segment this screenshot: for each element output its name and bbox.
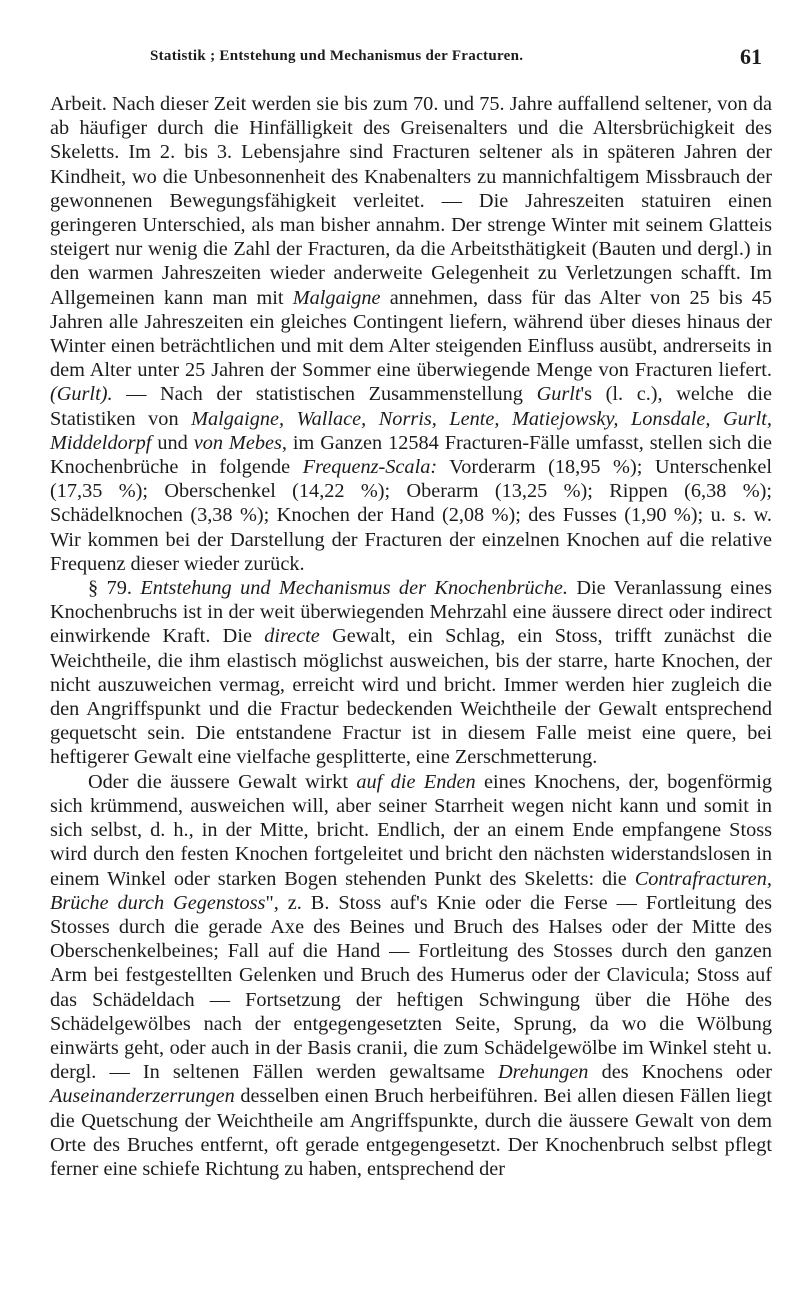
text-run: ", z. B. Stoss auf's Knie oder die Ferse — Fortleitung des Stosses durch die gerade Axe des Beines und Bruch des Halses oder der Mitte des Oberschenkelbeines; Fall auf die Hand — Fortleitung des Stosses durch den ganzen Arm bei festgestellten Gelenken und Bruch des Humerus oder der Clavicula; Stoss auf das Schädeldach — Fortsetzung der heftigen Schwingung über die Höhe des Schädelgewölbes nach der entgegengesetzten Seite, Sprung, da wo die Wölbung einwärts geht, oder auch in der Basis cranii, die zum Schädelgewölbe im Winkel steht u. dergl. — In seltenen Fällen werden gewaltsame (50, 891, 772, 1084)
text-run: desselben einen Bruch herbeiführen. Bei allen diesen Fällen liegt die Quetschung der Weichtheile am Angriffspunkte, durch die äussere Gewalt von dem Orte des Bruches entfernt, oft gerade entgegengesetzt. Der Knochenbruch selbst pflegt ferner eine schiefe Richtung zu haben, entsprechend der (50, 1085, 772, 1180)
text-run: — Nach der statistischen Zusammenstellung (112, 383, 537, 406)
text-run: Arbeit. Nach dieser Zeit werden sie bis zum 70. und 75. Jahre auffallend seltener, von da ab häufiger durch die Hinfälligkeit des Greisenalters und die Altersbrüchigkeit des Skeletts. Im 2. bis 3. Lebensjahre sind Fracturen seltener als in späteren Jahren der Kindheit, wo die Unbesonnenheit des Knabenalters zu mannichfaltigem Missbrauch der gewonnenen Bewegungsfähigkeit verleitet. — Die Jahreszeiten statuiren einen geringeren Unterschied, als man bisher annahm. Der strenge Winter mit seinem Glatteis steigert nur wenig die Zahl der Fracturen, da die Arbeitsthätigkeit (Bauten und dergl.) in den warmen Jahreszeiten wieder anderweite Gelegenheit zu Verletzungen schafft. Im Allgemeinen kann man mit (50, 93, 772, 309)
italic-text: Frequenz-Scala: (302, 456, 438, 479)
italic-text: Drehungen (497, 1061, 589, 1084)
text-run: annehmen, dass für das Alter von 25 bis 45 Jahren alle Jahreszeiten ein gleiches Contingent liefern, während über dieses hinaus der Winter einen beträchtlichen und mit dem Alter steigenden Einfluss ausübt, andrerseits in dem Alter unter 25 Jahren der Sommer eine überwiegende Menge von Fracturen liefert. (50, 286, 772, 382)
italic-text: von Mebes (193, 431, 282, 454)
italic-text: Entstehung und Mechanismus der Knochenbrüche. (140, 577, 568, 600)
italic-text: Contrafracturen, Brüche durch Gegenstoss (50, 867, 772, 914)
text-run: eines Knochens, der, bogenförmig sich krümmend, ausweichen will, aber seiner Starrheit wegen nicht kann und somit in sich selbst, d. h., in der Mitte, bricht. Endlich, der an einem Ende empfangene Stoss wird durch den festen Knochen fortgeleitet und bricht den nächsten widerstandslosen in einem Winkel oder starken Bogen stehenden Punkt des Skeletts: die (50, 770, 772, 890)
italic-text: Malgaigne, Wallace, Norris, Lente, Matiejowsky, Lonsdale, Gurlt, Middeldorpf (50, 407, 772, 454)
text-run: des Knochens oder (588, 1061, 772, 1084)
running-head: Statistik ; Entstehung und Mechanismus der Fracturen. (150, 48, 524, 64)
italic-text: Gurlt (536, 383, 581, 406)
italic-text: auf die Enden (356, 770, 476, 793)
text-run: 's (l. c.), welche die Statistiken von (50, 383, 773, 430)
text-run: Gewalt, ein Schlag, ein Stoss, trifft zunächst die Weichtheile, die ihm elastisch möglichst ausweichen, bis der starre, harte Knochen, der nicht auszuweichen vermag, erreicht wird und bricht. Immer werden hier zugleich die den Angriffspunkt und die Fractur bedeckenden Weichtheile der Gewalt entsprechend gequetscht sein. Die entstandene Fractur ist in diesem Falle meist eine quere, bei heftigerer Gewalt eine vielfache gesplitterte, eine Zerschmetterung. (50, 625, 773, 769)
text-run: Oder die äussere Gewalt wirkt (88, 770, 357, 793)
italic-text: Auseinanderzerrungen (50, 1085, 235, 1108)
text-run: Vorderarm (18,95 %); Unterschenkel (17,35 %); Oberschenkel (14,22 %); Oberarm (13,25 %); Rippen (6,38 %); Schädelknochen (3,38 %); Knochen der Hand (2,08 %); des Fusses (1,90 %); u. s. w. Wir kommen bei der Darstellung der Fracturen der einzelnen Knochen auf die relative Frequenz dieser wieder zurück. (50, 456, 772, 575)
text-run: und (151, 431, 194, 454)
text-run: Die Veranlassung eines Knochenbruchs ist in der weit überwiegenden Mehrzahl eine äussere direct oder indirect einwirkende Kraft. Die (50, 577, 772, 648)
italic-text: directe (264, 625, 320, 648)
text-run: § 79. (88, 577, 141, 600)
page-number: 61 (740, 44, 762, 69)
page-header (50, 44, 772, 84)
text-run: , im Ganzen 12584 Fracturen-Fälle umfasst, stellen sich die Knochenbrüche in folgende (50, 431, 773, 479)
paragraph (50, 770, 772, 1181)
italic-text: Malgaigne (292, 286, 381, 309)
italic-text: (Gurlt). (50, 383, 113, 406)
paragraph (50, 92, 772, 576)
paragraph (50, 576, 772, 770)
body-text (50, 92, 772, 1181)
